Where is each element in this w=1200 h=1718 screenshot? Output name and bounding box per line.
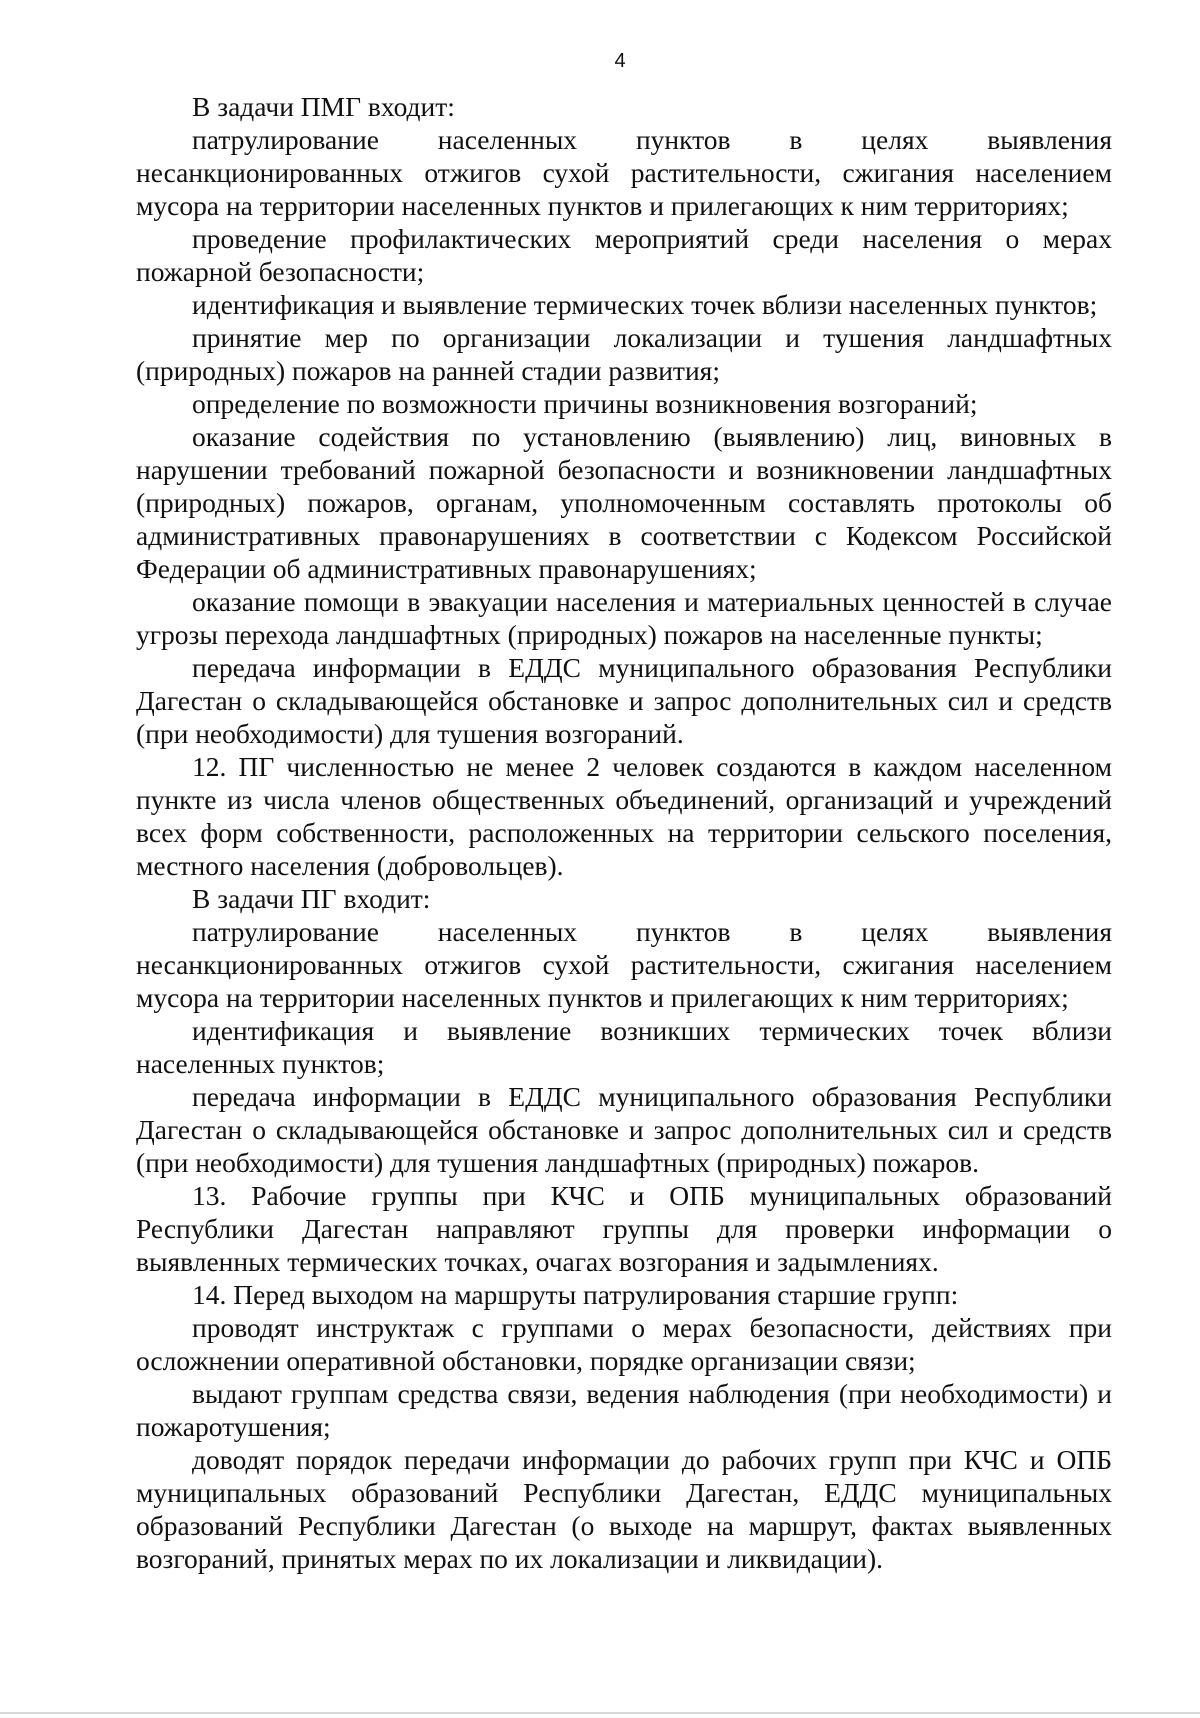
document-body [136, 90, 1112, 1575]
paragraph-section-12: 12. ПГ численностью не менее 2 человек создаются в каждом населенном пункте из числа членов общественных объединений, организаций и учреждений всех форм собственности, расположенных на территории сельского поселения, местного населения (добровольцев). [136, 751, 1112, 881]
paragraph-equipment: выдают группам средства связи, ведения наблюдения (при необходимости) и пожаротушения; [136, 1378, 1112, 1442]
paragraph-pmg-evacuation: оказание помощи в эвакуации населения и материальных ценностей в случае угрозы перехода ландшафтных (природных) пожаров на населенные пункты; [136, 586, 1112, 650]
paragraph-pmg-tasks-heading: В задачи ПМГ входит: [192, 91, 455, 122]
paragraph-pmg-patrol: патрулирование населенных пунктов в целях выявления несанкционированных отжигов сухой растительности, сжигания населением мусора на территории населенных пунктов и прилегающих к ним территориях; [136, 124, 1112, 221]
paragraph-pmg-localization: принятие мер по организации локализации и тушения ландшафтных (природных) пожаров на ранней стадии развития; [136, 322, 1112, 386]
paragraph-pmg-assistance: оказание содействия по установлению (выявлению) лиц, виновных в нарушении требований пожарной безопасности и возникновении ландшафтных (природных) пожаров, органам, уполномоченным составлять протоколы об административных правонарушениях в соответствии с Кодексом Российской Федерации об административных правонарушениях; [136, 421, 1112, 584]
paragraph-pmg-prevention: проведение профилактических мероприятий среди населения о мерах пожарной безопасности; [136, 223, 1112, 287]
paragraph-pg-edds-report: передача информации в ЕДДС муниципального образования Республики Дагестан о складывающейся обстановке и запрос дополнительных сил и средств (при необходимости) для тушения ландшафтных (природных) пожаров. [136, 1081, 1112, 1178]
page-number: 4 [614, 50, 626, 72]
paragraph-reporting-order: доводят порядок передачи информации до рабочих групп при КЧС и ОПБ муниципальных образований Республики Дагестан, ЕДДС муниципальных образований Республики Дагестан (о выходе на маршрут, фактах выявленных возгораний, принятых мерах по их локализации и ликвидации). [136, 1444, 1112, 1574]
paragraph-pg-tasks-heading: В задачи ПГ входит: [192, 883, 431, 914]
paragraph-pmg-causes: определение по возможности причины возникновения возгораний; [192, 388, 978, 419]
paragraph-section-14: 14. Перед выходом на маршруты патрулирования старшие групп: [192, 1279, 959, 1310]
paragraph-section-13: 13. Рабочие группы при КЧС и ОПБ муниципальных образований Республики Дагестан направляют группы для проверки информации о выявленных термических точках, очагах возгорания и задымлениях. [136, 1180, 1112, 1277]
paragraph-pmg-edds-report: передача информации в ЕДДС муниципального образования Республики Дагестан о складывающейся обстановке и запрос дополнительных сил и средств (при необходимости) для тушения возгораний. [136, 652, 1112, 749]
scan-edge-line [0, 1712, 1200, 1714]
paragraph-pg-patrol: патрулирование населенных пунктов в целях выявления несанкционированных отжигов сухой растительности, сжигания населением мусора на территории населенных пунктов и прилегающих к ним территориях; [136, 916, 1112, 1013]
paragraph-pmg-thermal-points: идентификация и выявление термических точек вблизи населенных пунктов; [192, 289, 1098, 320]
paragraph-briefing: проводят инструктаж с группами о мерах безопасности, действиях при осложнении оперативной обстановки, порядке организации связи; [136, 1312, 1112, 1376]
paragraph-pg-thermal-points: идентификация и выявление возникших термических точек вблизи населенных пунктов; [136, 1015, 1112, 1079]
